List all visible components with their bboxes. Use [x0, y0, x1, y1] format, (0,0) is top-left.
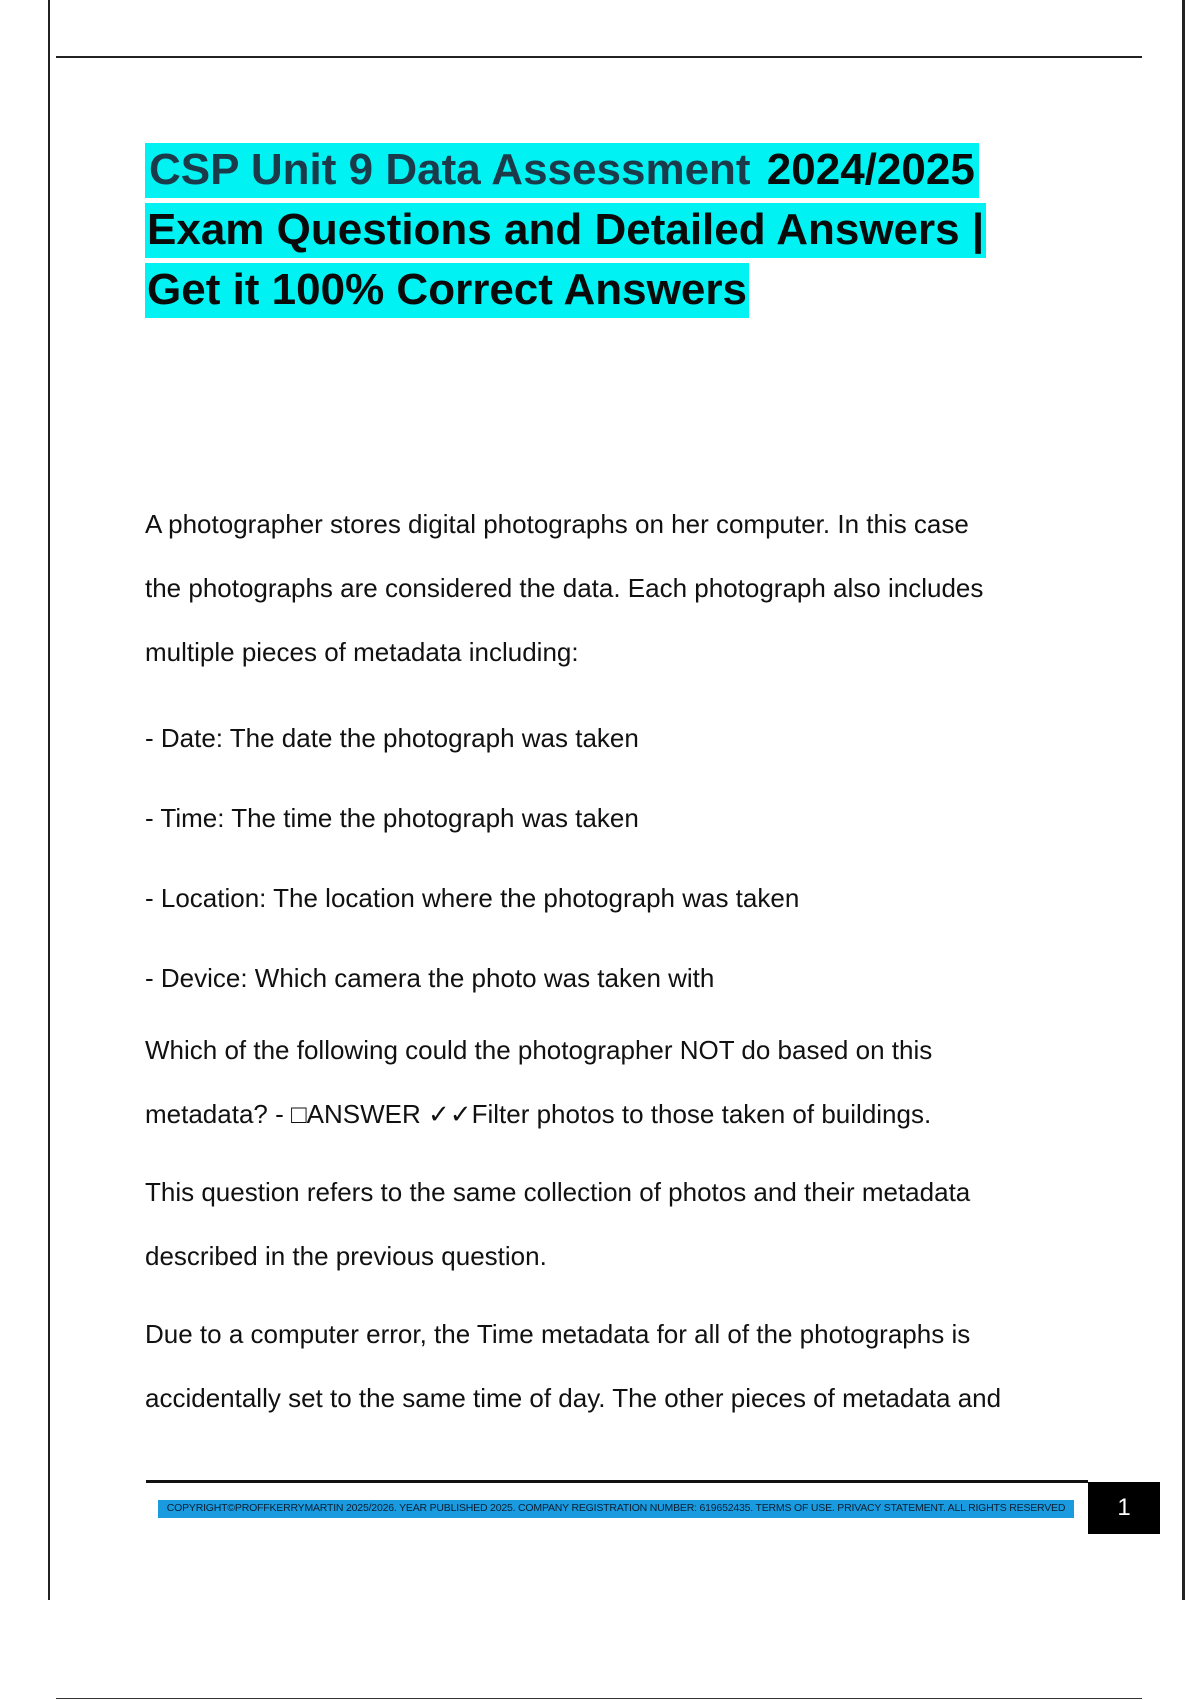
spacer — [145, 684, 1105, 698]
metadata-item-time: - Time: The time the photograph was taken — [145, 803, 639, 833]
footer-copyright: COPYRIGHT©PROFFKERRYMARTIN 2025/2026. YEAR PUBLISHED 2025. COMPANY REGISTRATION NUMBER: 619652435. TERMS OF USE. PRIVACY STATEMENT. ALL RIGHTS RESERVED — [158, 1500, 1074, 1518]
metadata-item-date: - Date: The date the photograph was taken — [145, 723, 639, 753]
metadata-item-location: - Location: The location where the photograph was taken — [145, 883, 800, 913]
footer-rule — [146, 1480, 1088, 1483]
question-3-line-2: accidentally set to the same time of day. The other pieces of metadata and — [145, 1383, 1002, 1413]
metadata-item-device: - Device: Which camera the photo was taken with — [145, 963, 715, 993]
intro-line-3: multiple pieces of metadata including: — [145, 637, 579, 667]
page-border-left — [48, 0, 50, 1600]
question-1-answer-line: metadata? - □ANSWER ✓✓Filter photos to those taken of buildings. — [145, 1099, 932, 1129]
page-border-right — [1182, 0, 1185, 1600]
title-line-2-text: Exam Questions and Detailed Answers | — [145, 203, 986, 258]
next-page-rule — [56, 1698, 1142, 1699]
question-2-line-2: described in the previous question. — [145, 1241, 547, 1271]
document-title — [145, 140, 1085, 320]
title-line-1 — [145, 140, 1085, 200]
document-body — [145, 492, 1105, 1430]
title-line-3-text: Get it 100% Correct Answers — [145, 263, 749, 318]
header-rule — [56, 56, 1142, 58]
spacer — [145, 1146, 1105, 1160]
title-line-3 — [145, 260, 1085, 320]
question-1-line-1: Which of the following could the photographer NOT do based on this — [145, 1035, 933, 1065]
title-line-2 — [145, 200, 1085, 260]
title-line-1-part-1: CSP Unit 9 Data Assessment — [147, 143, 765, 198]
page-number: 1 — [1088, 1482, 1160, 1534]
question-2-line-1: This question refers to the same collection of photos and their metadata — [145, 1177, 971, 1207]
intro-line-1: A photographer stores digital photographs on her computer. In this case — [145, 509, 969, 539]
intro-line-2: the photographs are considered the data. Each photograph also includes — [145, 573, 984, 603]
spacer — [145, 1288, 1105, 1302]
title-line-1-part-2: 2024/2025 — [765, 143, 977, 198]
question-3-line-1: Due to a computer error, the Time metadata for all of the photographs is — [145, 1319, 971, 1349]
